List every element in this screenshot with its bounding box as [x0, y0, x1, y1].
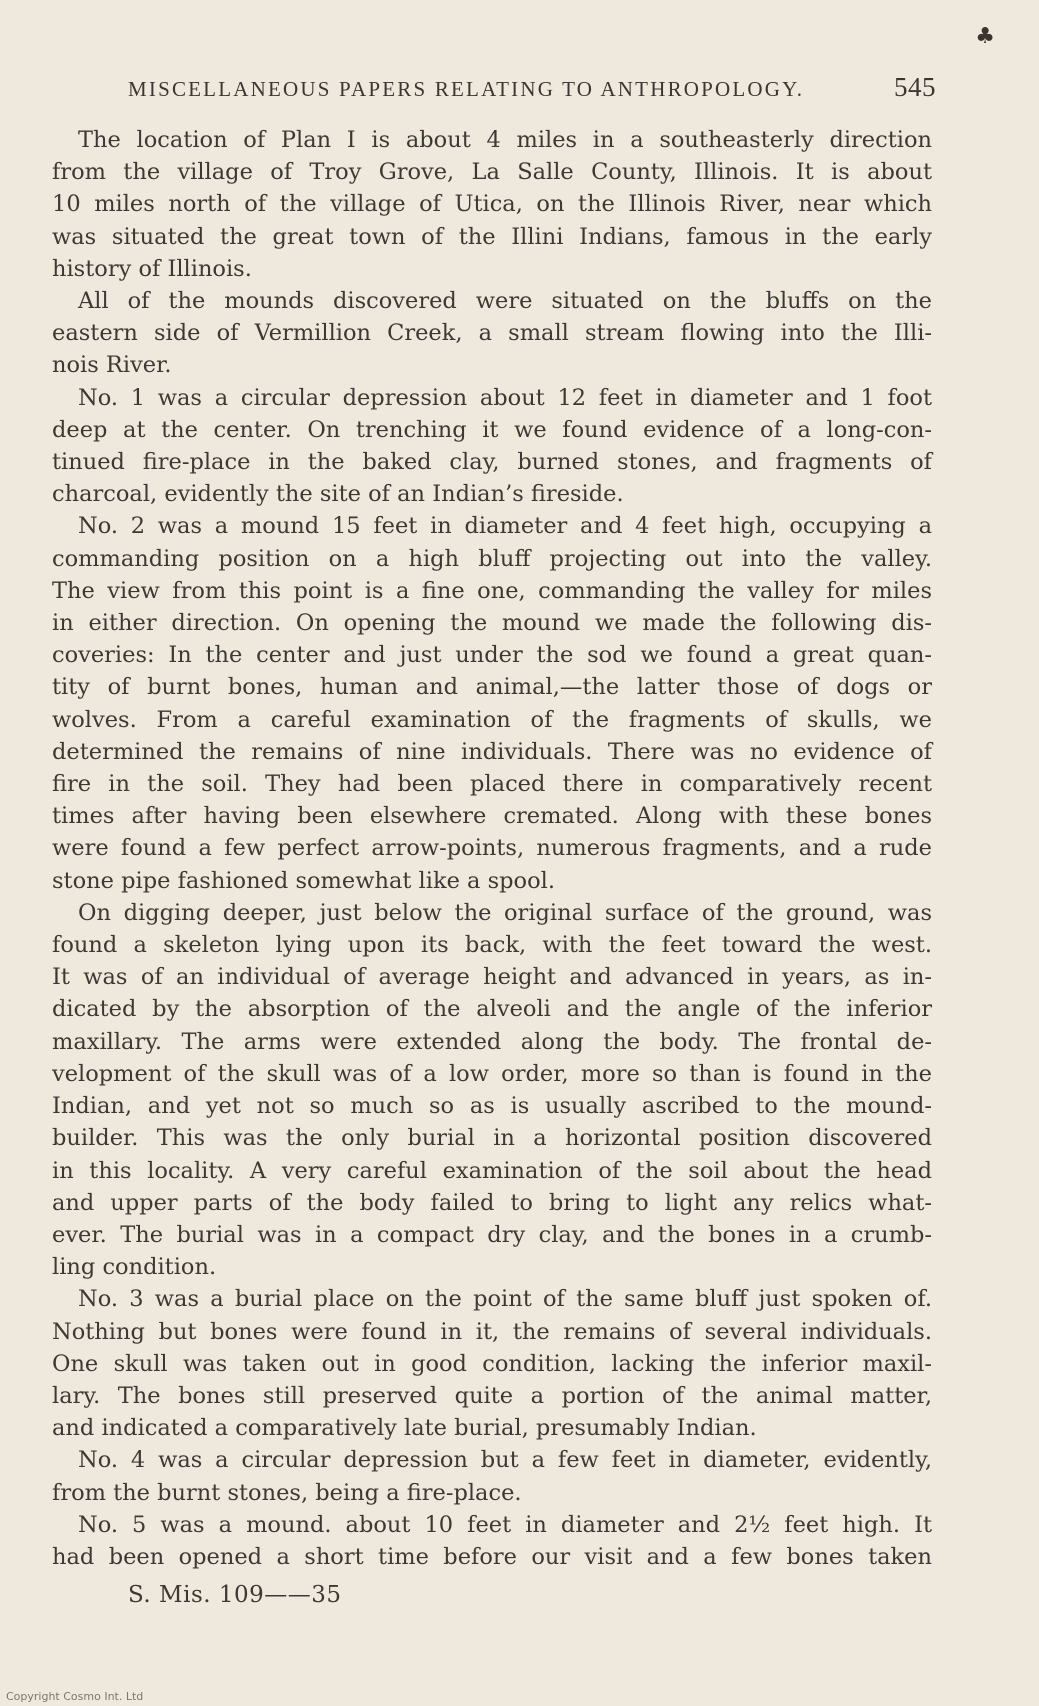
text-line: fire in the soil. They had been placed there in comparatively recent	[52, 771, 932, 798]
text-line: No. 2 was a mound 15 feet in diameter and 4 feet high, occupying a	[78, 513, 932, 540]
text-line: in either direction. On opening the mound we made the following dis-	[52, 610, 932, 637]
text-line: One skull was taken out in good condition, lacking the inferior maxil-	[52, 1350, 932, 1377]
text-line: maxillary. The arms were extended along the body. The frontal de-	[52, 1028, 932, 1055]
paragraph	[52, 124, 932, 285]
text-line: lary. The bones still preserved quite a portion of the animal matter,	[52, 1382, 932, 1409]
text-line: times after having been elsewhere cremated. Along with these bones	[52, 803, 932, 830]
text-line: from the village of Troy Grove, La Salle County, Illinois. It is about	[52, 159, 932, 186]
paragraph	[52, 285, 932, 382]
text-line: were found a few perfect arrow-points, numerous fragments, and a rude	[52, 835, 932, 862]
text-line: nois River.	[52, 352, 172, 379]
text-line: builder. This was the only burial in a horizontal position discovered	[52, 1125, 932, 1152]
paragraph	[52, 897, 932, 1283]
paragraph	[52, 1283, 932, 1444]
text-line: stone pipe fashioned somewhat like a spool.	[52, 867, 555, 894]
text-line: history of Illinois.	[52, 255, 252, 282]
text-line: was situated the great town of the Illini Indians, famous in the early	[52, 223, 932, 250]
text-line: eastern side of Vermillion Creek, a small stream flowing into the Illi-	[52, 320, 932, 347]
text-line: ling condition.	[52, 1254, 217, 1281]
text-line: velopment of the skull was of a low order, more so than is found in the	[52, 1060, 932, 1087]
text-line: ever. The burial was in a compact dry clay, and the bones in a crumb-	[52, 1221, 932, 1248]
text-line: commanding position on a high bluff projecting out into the valley.	[52, 545, 932, 572]
text-line: No. 1 was a circular depression about 12 feet in diameter and 1 foot	[78, 384, 932, 411]
corner-ornament: ♣	[975, 24, 995, 49]
paragraph	[52, 1444, 932, 1508]
text-line: Indian, and yet not so much so as is usually ascribed to the mound-	[52, 1093, 932, 1120]
text-line: The view from this point is a fine one, commanding the valley for miles	[52, 577, 932, 604]
text-line: charcoal, evidently the site of an Indian’s fireside.	[52, 481, 624, 508]
text-line: from the burnt stones, being a fire-place.	[52, 1479, 522, 1506]
text-line: and upper parts of the body failed to bring to light any relics what-	[52, 1189, 932, 1216]
text-line: had been opened a short time before our visit and a few bones taken	[52, 1543, 932, 1570]
paragraph	[52, 1509, 932, 1573]
copyright-notice: Copyright Cosmo Int. Ltd	[6, 1690, 144, 1703]
running-title: MISCELLANEOUS PAPERS RELATING TO ANTHROPOLOGY.	[128, 77, 805, 101]
text-line: tity of burnt bones, human and animal,—the latter those of dogs or	[52, 674, 932, 701]
text-line: No. 5 was a mound. about 10 feet in diameter and 2½ feet high. It	[78, 1511, 932, 1538]
paragraph	[52, 382, 932, 511]
text-line: dicated by the absorption of the alveoli and the angle of the inferior	[52, 996, 932, 1023]
running-header	[128, 72, 936, 104]
text-line: found a skeleton lying upon its back, with the feet toward the west.	[52, 932, 932, 959]
text-line: wolves. From a careful examination of the fragments of skulls, we	[52, 706, 932, 733]
text-line: deep at the center. On trenching it we found evidence of a long-con-	[52, 416, 932, 443]
text-line: and indicated a comparatively late burial, presumably Indian.	[52, 1415, 757, 1442]
body-text	[52, 124, 932, 1573]
text-line: No. 3 was a burial place on the point of the same bluff just spoken of.	[78, 1286, 932, 1313]
text-line: All of the mounds discovered were situated on the bluffs on the	[78, 288, 932, 315]
text-line: It was of an individual of average height and advanced in years, as in-	[52, 964, 932, 991]
page-number: 545	[894, 72, 936, 102]
text-line: tinued fire-place in the baked clay, burned stones, and fragments of	[52, 449, 932, 476]
text-line: 10 miles north of the village of Utica, on the Illinois River, near which	[52, 191, 932, 218]
text-line: The location of Plan I is about 4 miles in a southeasterly direction	[78, 127, 932, 153]
signature-mark: S. Mis. 109——35	[128, 1582, 342, 1608]
text-line: in this locality. A very careful examination of the soil about the head	[52, 1157, 932, 1184]
paragraph	[52, 510, 932, 896]
text-line: On digging deeper, just below the original surface of the ground, was	[78, 899, 932, 926]
text-line: determined the remains of nine individuals. There was no evidence of	[52, 738, 932, 765]
text-line: coveries: In the center and just under the sod we found a great quan-	[52, 642, 932, 669]
text-line: Nothing but bones were found in it, the remains of several individuals.	[52, 1318, 932, 1345]
text-line: No. 4 was a circular depression but a few feet in diameter, evidently,	[78, 1447, 932, 1474]
